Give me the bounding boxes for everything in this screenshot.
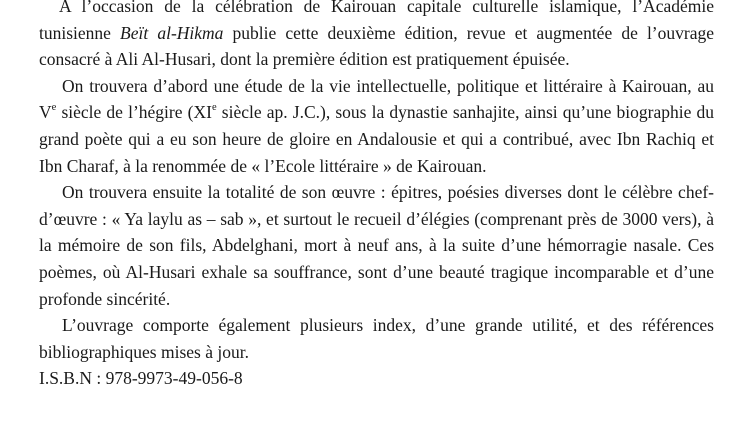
document-page [39, 0, 714, 392]
paragraph-intro [39, 0, 714, 73]
century-superscript-2: e [211, 101, 217, 113]
study-text-3: siècle ap. J.C.), sous la dynastie sanhajite, ainsi qu’une biographie du grand poète qui a eu son heure de gloire en Andalousie et qui a contribué, avec Ibn Rachiq et Ibn Charaf, à la renommée de « l’Ecole littéraire » de Kairouan. [39, 102, 714, 176]
intro-text-end: publie cette deuxième édition, revue et augmentée de l’ouvrage consacré à Ali Al-Husari, dont la première édition est pratiquement épuisée. [39, 22, 714, 70]
isbn-line: I.S.B.N : 978-9973-49-056-8 [39, 368, 243, 389]
publisher-name: Beït al-Hikma [120, 22, 224, 43]
century-superscript-1: e [51, 101, 57, 113]
study-text-1: On trouvera d’abord une étude de la vie intellectuelle, politique et littéraire à Kairouan, au V [39, 75, 714, 123]
paragraph-study [39, 73, 714, 179]
study-text-2: siècle de l’hégire (XI [56, 102, 212, 123]
intro-text-start: A l’occasion de la célébration de Kairouan capitale culturelle islamique, l’Académie tunisienne [39, 0, 714, 43]
paragraph-index: L’ouvrage comporte également plusieurs index, d’une grande utilité, et des références bibliographiques mises à jour. [39, 315, 714, 362]
paragraph-works: On trouvera ensuite la totalité de son œuvre : épitres, poésies diverses dont le célèbre chef-d’œuvre : « Ya laylu as – sab », et surtout le recueil d’élégies (comprenant près de 3000 vers), à la mémoire de son fils, Abdelghani, mort à neuf ans, à la suite d’une hémorragie nasale. Ces poèmes, où Al-Husari exhale sa souffrance, sont d’une beauté tragique incomparable et d’une profonde sincérité. [39, 182, 714, 309]
